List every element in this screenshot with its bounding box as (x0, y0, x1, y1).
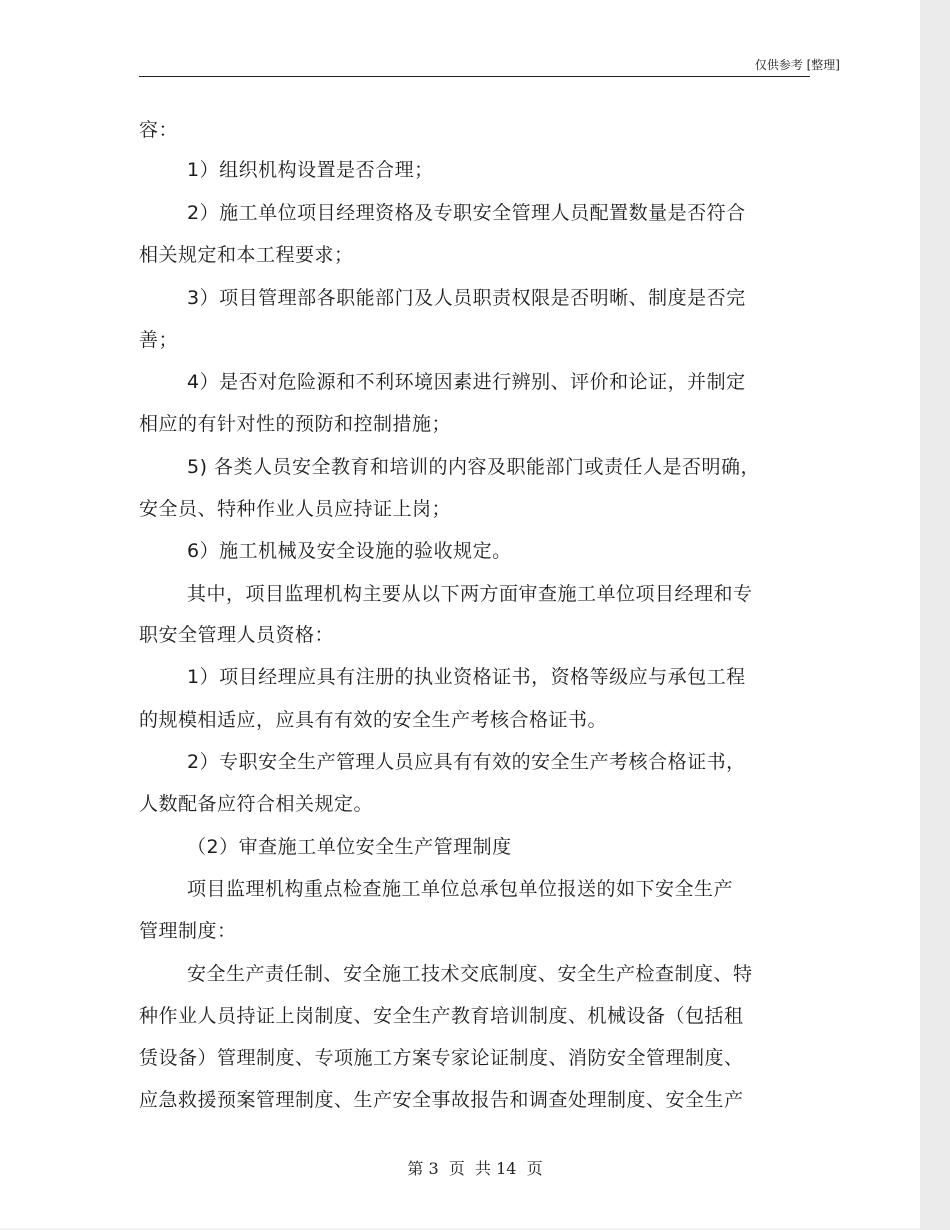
page-number-footer: 第 3 页 共 14 页 (407, 1159, 543, 1178)
text-line: 2）施工单位项目经理资格及专职安全管理人员配置数量是否符合 (187, 202, 746, 224)
text-line: 的规模相适应，应具有有效的安全生产考核合格证书。 (139, 709, 608, 731)
text-line: 赁设备）管理制度、专项施工方案专家论证制度、消防安全管理制度、 (139, 1047, 744, 1069)
text-line: 管理制度： (139, 920, 237, 942)
page-margin-shade (920, 0, 950, 1230)
text-line: 容： (139, 119, 179, 141)
text-line: 善； (139, 329, 179, 351)
text-line: 相应的有针对性的预防和控制措施； (139, 413, 452, 435)
text-line: 人数配备应符合相关规定。 (139, 793, 374, 815)
text-line: 其中，项目监理机构主要从以下两方面审查施工单位项目经理和专 (187, 583, 753, 605)
text-line: 安全员、特种作业人员应持证上岗； (139, 498, 452, 520)
text-line: 项目监理机构重点检查施工单位总承包单位报送的如下安全生产 (187, 878, 734, 900)
text-line: 1）项目经理应具有注册的执业资格证书，资格等级应与承包工程 (187, 666, 746, 688)
text-line: 6）施工机械及安全设施的验收规定。 (187, 540, 512, 562)
text-line: 应急救援预案管理制度、生产安全事故报告和调查处理制度、安全生产 (139, 1089, 744, 1111)
text-line: 安全生产责任制、安全施工技术交底制度、安全生产检查制度、特 (187, 963, 753, 985)
text-line: 种作业人员持证上岗制度、安全生产教育培训制度、机械设备（包括租 (139, 1005, 744, 1027)
text-line: 2）专职安全生产管理人员应具有有效的安全生产考核合格证书， (187, 751, 746, 773)
text-line: 3）项目管理部各职能部门及人员职责权限是否明晰、制度是否完 (187, 287, 746, 309)
header-note: 仅供参考 [整理] (754, 58, 840, 72)
text-line: 5) 各类人员安全教育和培训的内容及职能部门或责任人是否明确， (187, 456, 761, 478)
text-line: 4）是否对危险源和不利环境因素进行辨别、评价和论证，并制定 (187, 371, 746, 393)
header-divider (139, 76, 810, 77)
text-line: 相关规定和本工程要求； (139, 244, 354, 266)
text-line: 职安全管理人员资格： (139, 624, 335, 646)
text-line: 1）组织机构设置是否合理； (187, 159, 434, 181)
section-heading: （2）审查施工单位安全生产管理制度 (187, 836, 512, 858)
